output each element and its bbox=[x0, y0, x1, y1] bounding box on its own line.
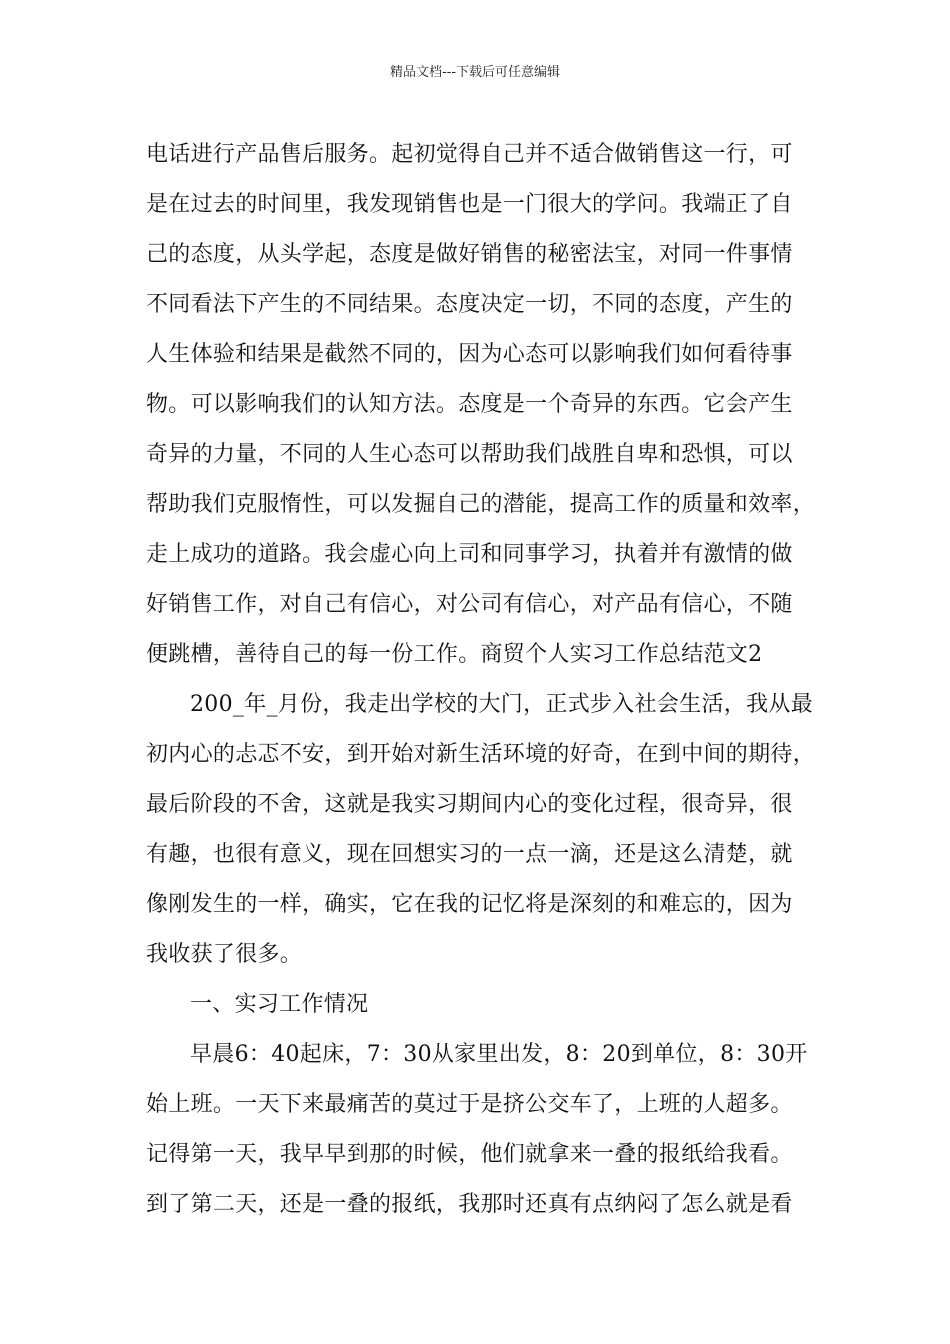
text-line: 有趣，也很有意义，现在回想实习的一点一滴，还是这么清楚，就 bbox=[146, 842, 793, 867]
text-line: 物。可以影响我们的认知方法。态度是一个奇异的东西。它会产生 bbox=[146, 392, 793, 417]
text-line: 是在过去的时间里，我发现销售也是一门很大的学问。我端正了自 bbox=[146, 192, 793, 217]
text-line: 走上成功的道路。我会虚心向上司和同事学习，执着并有激情的做 bbox=[146, 542, 793, 567]
text-line: 初内心的忐忑不安，到开始对新生活环境的好奇，在到中间的期待， bbox=[146, 742, 816, 767]
text-line: 好销售工作，对自己有信心，对公司有信心，对产品有信心，不随 bbox=[146, 592, 793, 617]
text-line: 人生体验和结果是截然不同的，因为心态可以影响我们如何看待事 bbox=[146, 342, 793, 367]
text-line: 己的态度，从头学起，态度是做好销售的秘密法宝，对同一件事情 bbox=[146, 242, 793, 267]
paragraph-start-line: 早晨6：40起床，7：30从家里出发，8：20到单位，8：30开 bbox=[190, 1042, 808, 1067]
text-line: 奇异的力量，不同的人生心态可以帮助我们战胜自卑和恐惧，可以 bbox=[146, 442, 793, 467]
text-line: 记得第一天，我早早到那的时候，他们就拿来一叠的报纸给我看。 bbox=[146, 1142, 793, 1167]
page-header: 精品文档---下载后可任意编辑 bbox=[389, 65, 561, 80]
text-line: 像刚发生的一样，确实，它在我的记忆将是深刻的和难忘的，因为 bbox=[146, 892, 793, 917]
text-line: 我收获了很多。 bbox=[146, 942, 303, 967]
text-line: 始上班。一天下来最痛苦的莫过于是挤公交车了，上班的人超多。 bbox=[146, 1092, 793, 1117]
document-body bbox=[146, 130, 846, 1230]
text-line: 帮助我们克服惰性，可以发掘自己的潜能，提高工作的质量和效率， bbox=[146, 492, 816, 517]
section-heading: 一、实习工作情况 bbox=[190, 992, 369, 1017]
text-line: 不同看法下产生的不同结果。态度决定一切，不同的态度，产生的 bbox=[146, 292, 793, 317]
paragraph-start-line: 200_年_月份，我走出学校的大门，正式步入社会生活，我从最 bbox=[190, 692, 813, 717]
text-line: 电话进行产品售后服务。起初觉得自己并不适合做销售这一行，可 bbox=[146, 142, 793, 167]
text-line: 便跳槽，善待自己的每一份工作。商贸个人实习工作总结范文2 bbox=[146, 642, 763, 667]
text-line: 最后阶段的不舍，这就是我实习期间内心的变化过程，很奇异，很 bbox=[146, 792, 793, 817]
text-line: 到了第二天，还是一叠的报纸，我那时还真有点纳闷了怎么就是看 bbox=[146, 1192, 793, 1217]
